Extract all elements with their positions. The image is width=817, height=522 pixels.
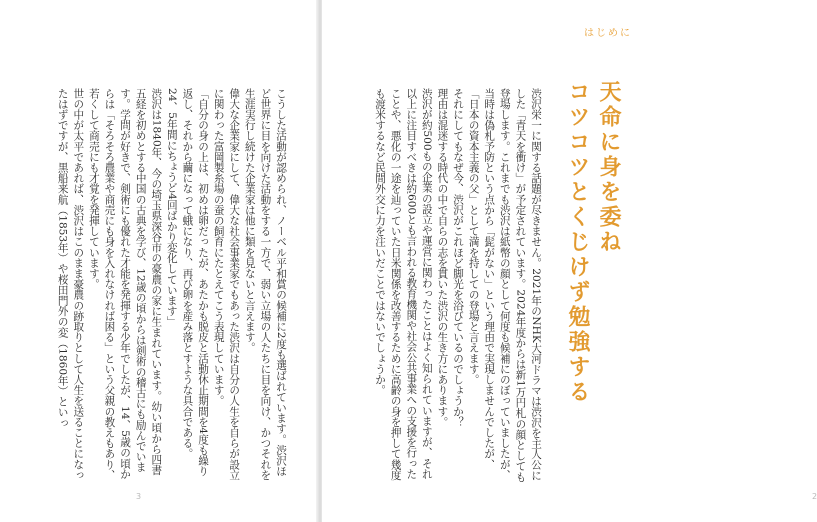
right-paragraph-2: それにしてもなぜ今、渋沢がこれほど脚光を浴びているのでしょうか？ [452,88,465,428]
right-paragraph-4: 渋沢が約500もの企業の設立や運営に関わったことはよく知られていますが、それ以上に注目すべきは約600とも言われる教育機関や社会公共事業への支援を行ったことや、悪化の一途を辿っていた日米関係を改善するために高齢の身を押して幾度も渡米するなど民間外交に力を注いだことではないでしょうか。 [374,88,433,481]
page-number-left: 3 [136,492,142,501]
left-paragraph-1: こうした活動が認められ、ノーベル平和賞の候補に2度も選ばれています。渋沢ほど世界に目を向けた活動をする一方で、弱い立場の人たちに目を向け、かつそれを生涯実行し続けた企業家は他に類を見ないと言えます。 [243,88,287,481]
left-page [0,0,318,522]
page-number-right: 2 [812,492,817,501]
left-paragraph-2: 偉大な企業家にして、偉大な社会事業家でもあった渋沢は自分の人生を自らが設立に関わった富岡製糸場の蚕の飼育にたとえてこう表現しています。 [212,88,241,481]
right-paragraph-3: 理由は混迷する時代の中で自らの志を貫いた渋沢の生き方にあります。 [436,88,449,428]
left-paragraph-4: 渋沢は1840年、今の埼玉県深谷市の豪農の家に生まれています。幼い頃から四書五経を初めとする中国の古典を学び、12歳の頃からは剣術の稽古にも励んでいます。学問が好きで、剣術にも優れた才能を発揮する少年でしたが、14、5歳の頃からは「そろそろ農業や商売にも身を入れなければ困る」という父親の教えもあり、若くして商売にも才覚を発揮しています。 [87,88,163,481]
left-body-text [28,88,288,483]
left-paragraph-3: 「自分の身の上は、初めは卵だったが、あたかも脱皮と活動休止期間を4度も繰り返し、それから繭になって蛾になり、再び卵を産み落とすような具合である。24、5年間にちょうど4回ばかり変化しています」 [165,88,210,477]
heading-line-2: コツコツとくじけず勉強する [565,80,590,405]
left-paragraph-5: 世の中が太平であれば、渋沢はこのまま豪農の跡取りとして人生を送ることになったはずですが、黒船来航（1853年）や桜田門外の変（1860年）といっ [56,88,85,481]
section-label: はじめに [584,28,632,39]
right-body-text [368,88,543,483]
heading-line-1: 天命に身を委ね [596,80,621,255]
right-paragraph-1: 渋沢栄一に関する話題が尽きません。2021年のNHK大河ドラマは渋沢を主人公にした「青天を衝け」が予定されています。2024年度からは新1万円札の顔としても登場します。これまでも渋沢は紙幣の顔として何度も候補にのぼっていましたが、当時は偽札予防という点から「髭がない」という理由で実現しませんでしたが、「日本の資本主義の父」として満を持しての登場と言えます。 [467,88,542,483]
